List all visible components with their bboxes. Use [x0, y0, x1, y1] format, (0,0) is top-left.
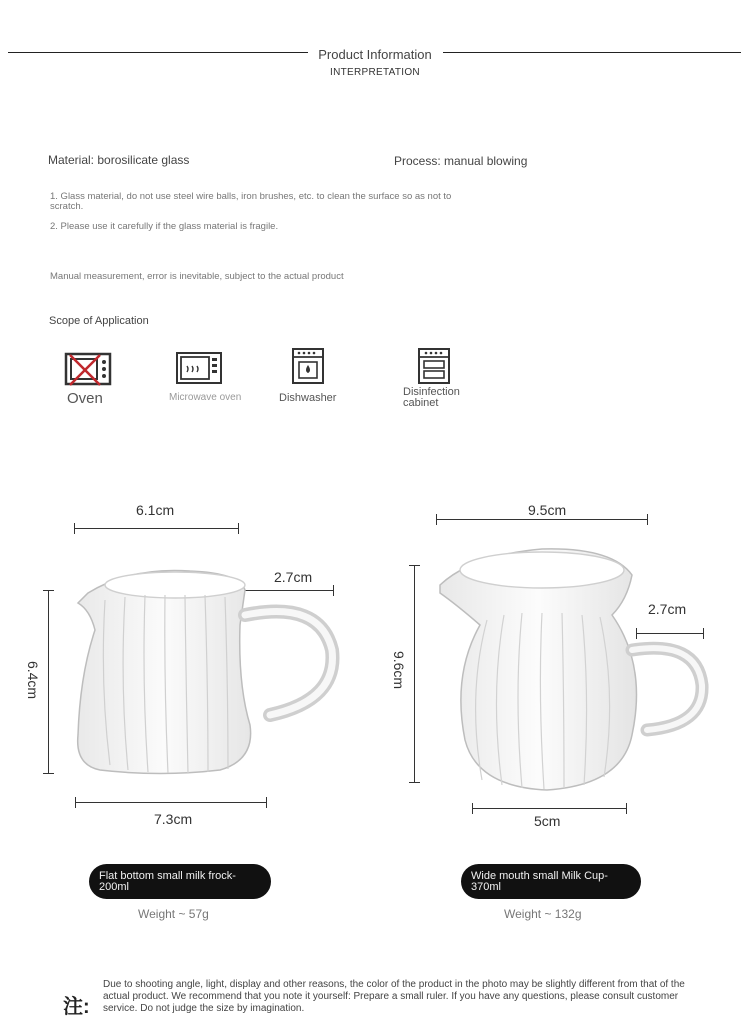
product-name-pill-1: Flat bottom small milk frock-200ml: [89, 864, 271, 899]
care-note-2: 2. Please use it carefully if the glass material is fragile.: [50, 221, 279, 232]
application-label-microwave: Microwave oven: [169, 392, 242, 403]
tick: [74, 523, 75, 534]
dim-top-1: 6.1cm: [136, 502, 175, 518]
tick: [43, 590, 54, 591]
application-heading: Scope of Application: [49, 315, 149, 327]
footer-note: Due to shooting angle, light, display and other reasons, the color of the product in the photo may be slightly different from that of the actual product. We recommend that you note it yourself: Prepare a small ruler. If you have any questions, please consult customer service. Do not judge the size by imagination.: [103, 979, 685, 1014]
tick: [409, 565, 420, 566]
dim-line-bottom-1: [75, 802, 267, 803]
tick: [266, 797, 267, 808]
measurement-note: Manual measurement, error is inevitable, subject to the actual product: [50, 271, 344, 282]
dim-line-height-1: [48, 590, 49, 774]
product-image-flat-jug: [70, 565, 340, 780]
tick: [75, 797, 76, 808]
application-label-disinfection: Disinfection cabinet: [403, 386, 460, 409]
tick: [472, 803, 473, 814]
application-label-dishwasher: Dishwasher: [279, 392, 337, 404]
tick: [436, 514, 437, 525]
disinfection-cabinet-icon: [417, 347, 451, 385]
microwave-icon: [175, 351, 223, 385]
tick: [647, 514, 648, 525]
tick: [238, 523, 239, 534]
product-image-wide-cup: [432, 545, 712, 795]
dim-bottom-1: 7.3cm: [154, 811, 193, 827]
product-name-pill-2: Wide mouth small Milk Cup-370ml: [461, 864, 641, 899]
page-title: Product Information: [318, 47, 432, 62]
care-note-1: 1. Glass material, do not use steel wire balls, iron brushes, etc. to clean the surface so as not to scratch.: [50, 191, 452, 212]
product-weight-2: Weight ~ 132g: [504, 907, 582, 921]
dim-top-2: 9.5cm: [528, 502, 567, 518]
application-label-oven: Oven: [67, 390, 103, 407]
dim-line-bottom-2: [472, 808, 627, 809]
dim-line-top-1: [74, 528, 239, 529]
oven-crossed-icon: [64, 351, 112, 387]
dim-bottom-2: 5cm: [534, 813, 561, 829]
tick: [43, 773, 54, 774]
process-text: Process: manual blowing: [394, 154, 528, 168]
dim-handle-2: 2.7cm: [648, 601, 687, 617]
dim-handle-1: 2.7cm: [274, 569, 313, 585]
product-weight-1: Weight ~ 57g: [138, 907, 209, 921]
dim-line-height-2: [414, 565, 415, 783]
page-subtitle: INTERPRETATION: [330, 67, 420, 78]
tick: [409, 782, 420, 783]
dim-height-2: 9.6cm: [391, 650, 408, 690]
material-text: Material: borosilicate glass: [48, 153, 190, 167]
dim-height-1: 6.4cm: [25, 660, 42, 700]
dim-line-top-2: [436, 519, 648, 520]
tick: [626, 803, 627, 814]
footer-label: 注:: [63, 996, 90, 1018]
dishwasher-icon: [291, 347, 325, 385]
